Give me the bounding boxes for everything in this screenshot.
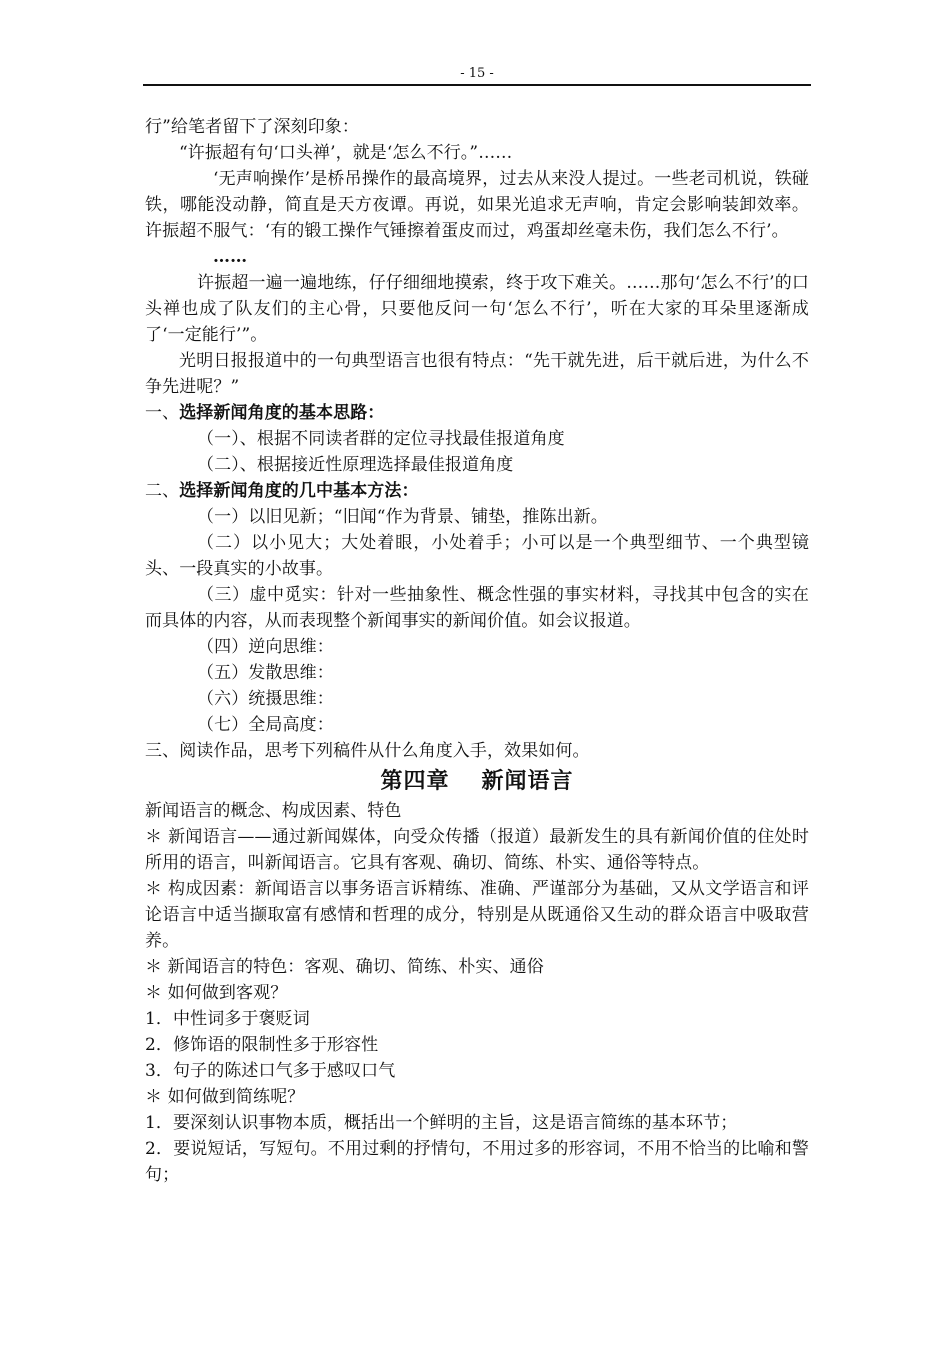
chapter-item-4: ＊ 如何做到客观？ (145, 983, 288, 1003)
section-heading-1-prefix: 一、 (145, 403, 180, 423)
section-2-item-6: （六）统摄思维： (197, 689, 334, 709)
chapter-item-2: ＊ 构成因素：新闻语言以事务语言诉精练、准确、严谨部分为基础，又从文学语言和评论语言中适当撷取富有感情和哲理的成分，特别是从既通俗又生动的群众语言中吸取营养。 (145, 879, 809, 951)
chapter-number: 第四章 (380, 768, 450, 794)
chapter-item-9: 1．要深刻认识事物本质，概括出一个鲜明的主旨，这是语言简练的基本环节； (145, 1113, 738, 1133)
page-number: - 15 - (460, 66, 494, 81)
chapter-item-6: 2．修饰语的限制性多于形容性 (145, 1035, 379, 1055)
section-heading-2 (145, 478, 809, 504)
chapter-name: 新闻语言 (481, 768, 574, 794)
paragraph-1: 行”给笔者留下了深刻印象： (145, 117, 359, 137)
chapter-item-3: ＊ 新闻语言的特色：客观、确切、简练、朴实、通俗 (145, 957, 544, 977)
document-body (145, 114, 809, 1188)
section-2-item-4: （四）逆向思维： (197, 637, 334, 657)
section-heading-3: 三、阅读作品，思考下列稿件从什么角度入手，效果如何。 (145, 741, 590, 761)
ellipsis-line: …… (213, 247, 248, 267)
quote-paragraph: “许振超有句‘口头禅’，就是‘怎么不行。”…… (179, 143, 513, 163)
section-2-item-5: （五）发散思维： (197, 663, 334, 683)
paragraph-3: ‘无声响操作’是桥吊操作的最高境界，过去从来没人提过。一些老司机说，铁碰铁，哪能没动静，简直是天方夜谭。再说，如果光追求无声响，肯定会影响装卸效率。许振超不服气：‘有的锻工操作气锤擦着蛋皮而过，鸡蛋却丝毫未伤，我们怎么不行’。 (145, 169, 809, 241)
section-2-item-2: （二）以小见大；大处着眼，小处着手；小可以是一个典型细节、一个典型镜头、一段真实的小故事。 (145, 533, 809, 579)
section-heading-2-text: 选择新闻角度的几中基本方法： (179, 481, 419, 501)
chapter-title (145, 764, 809, 798)
section-2-item-1: （一）以旧见新；“旧闻“作为背景、铺垫，推陈出新。 (197, 507, 608, 527)
section-2-item-3: （三）虚中觅实：针对一些抽象性、概念性强的事实材料，寻找其中包含的实在而具体的内容，从而表现整个新闻事实的新闻价值。如会议报道。 (145, 585, 809, 631)
section-1-item-1: （一）、根据不同读者群的定位寻找最佳报道角度 (197, 429, 565, 449)
chapter-item-5: 1．中性词多于褒贬词 (145, 1009, 310, 1029)
section-1-item-2: （二）、根据接近性原理选择最佳报道角度 (197, 455, 514, 475)
paragraph-5: 光明日报报道中的一句典型语言也很有特点：“先干就先进，后干就后进，为什么不争先进呢？” (145, 351, 809, 397)
section-heading-1-text: 选择新闻角度的基本思路： (179, 403, 385, 423)
section-heading-1 (145, 400, 809, 426)
section-2-item-7: （七）全局高度： (197, 715, 334, 735)
chapter-item-1: ＊ 新闻语言——通过新闻媒体，向受众传播（报道）最新发生的具有新闻价值的住处时所用的语言，叫新闻语言。它具有客观、确切、简练、朴实、通俗等特点。 (145, 827, 809, 873)
header-rule (143, 84, 811, 86)
section-heading-2-prefix: 二、 (145, 481, 180, 501)
chapter-intro: 新闻语言的概念、构成因素、特色 (145, 801, 402, 821)
chapter-item-8: ＊ 如何做到简练呢？ (145, 1087, 305, 1107)
chapter-item-10: 2．要说短话，写短句。不用过剩的抒情句，不用过多的形容词，不用不恰当的比喻和警句； (145, 1139, 809, 1185)
chapter-item-7: 3．句子的陈述口气多于感叹口气 (145, 1061, 396, 1081)
paragraph-4: 许振超一遍一遍地练，仔仔细细地摸索，终于攻下难关。……那句‘怎么不行’的口头禅也成了队友们的主心骨，只要他反问一句‘怎么不行’，听在大家的耳朵里逐渐成了‘一定能行’”。 (145, 273, 809, 345)
